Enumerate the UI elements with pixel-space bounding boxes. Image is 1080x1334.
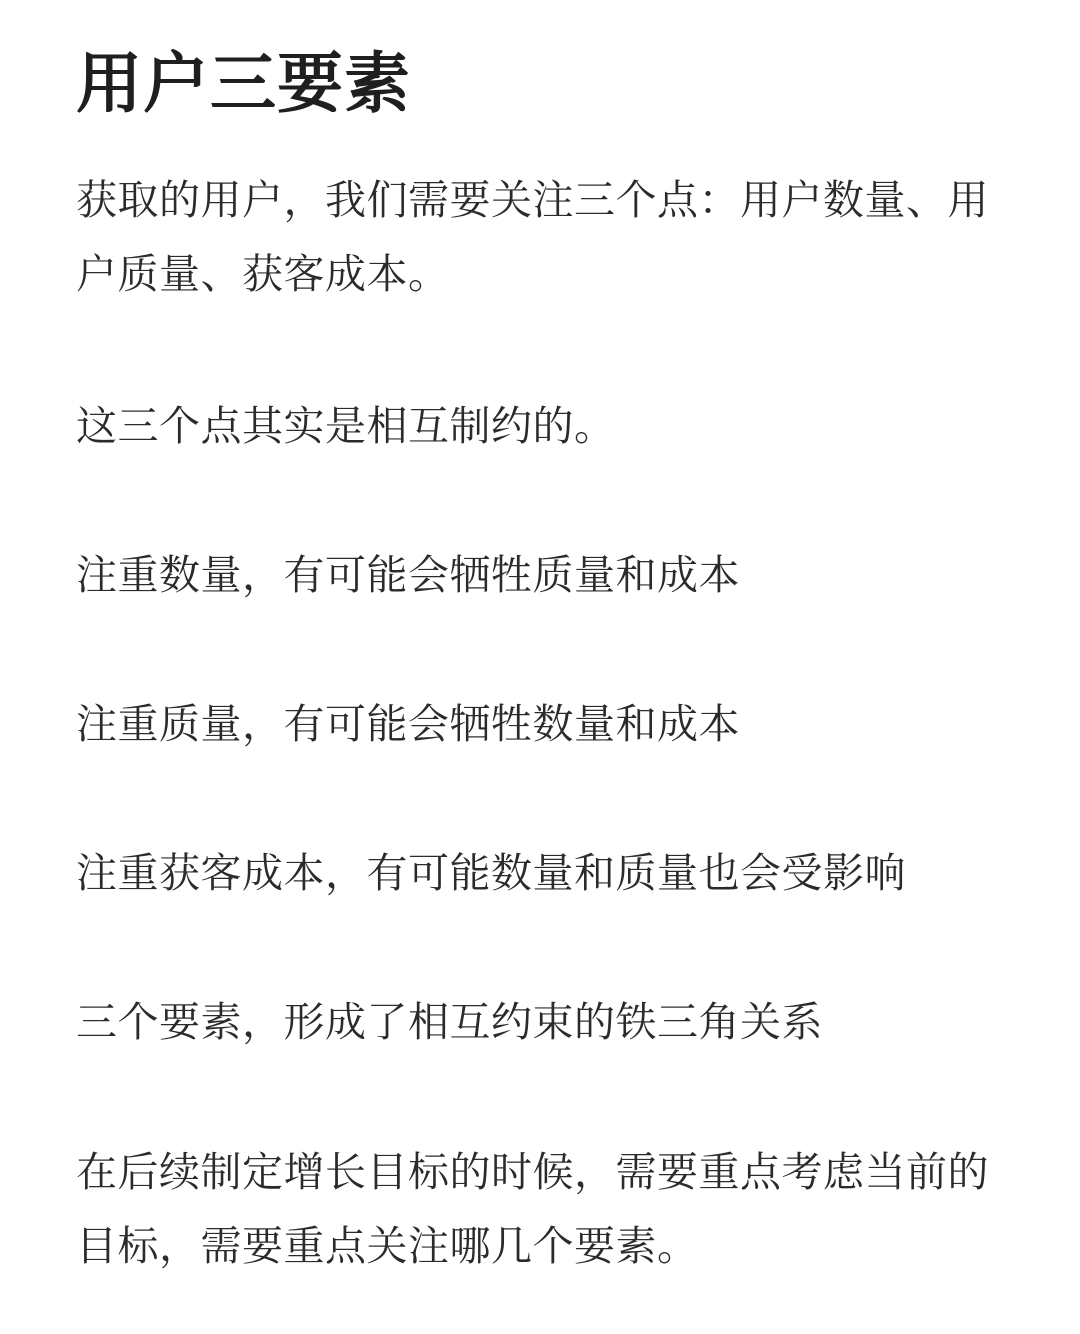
paragraph-growth-goals: 在后续制定增长目标的时候，需要重点考虑当前的目标，需要重点关注哪几个要素。 [76,1148,989,1270]
article-title: 用户三要素 [76,45,411,122]
paragraph-focus-quality: 注重质量，有可能会牺牲数量和成本 [76,700,740,748]
paragraph-iron-triangle: 三个要素，形成了相互约束的铁三角关系 [76,998,823,1046]
paragraph-focus-cost: 注重获客成本，有可能数量和质量也会受影响 [76,849,906,897]
paragraph-focus-quantity: 注重数量，有可能会牺牲质量和成本 [76,551,740,599]
paragraph-user-three-points: 获取的用户，我们需要关注三个点：用户数量、用户质量、获客成本。 [76,176,989,298]
paragraph-mutual-constraint: 这三个点其实是相互制约的。 [76,402,616,450]
